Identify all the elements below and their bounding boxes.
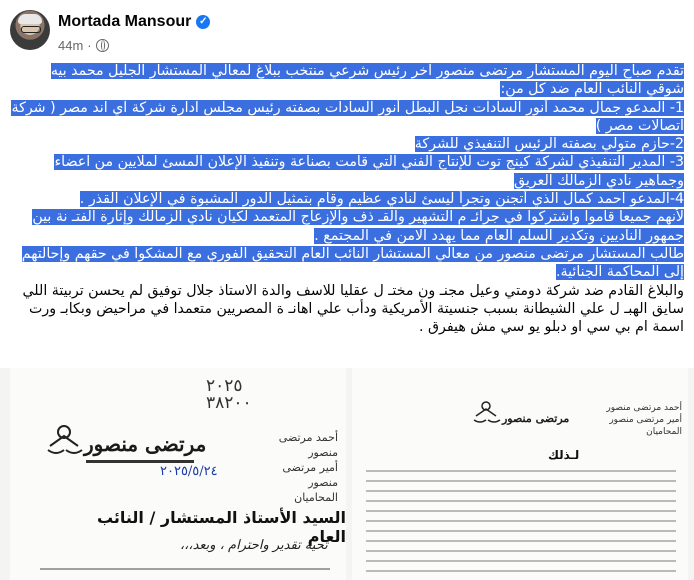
post-paragraph-4 — [10, 153, 684, 190]
text-line — [366, 550, 676, 552]
avatar-hair — [18, 14, 42, 24]
text-line — [366, 510, 676, 512]
selected-text: لأنهم جميعا قاموا واشتركوا في جرائـ م التشهير والقـ ذف والإزعاج المتعمد لكيان نادي الزمالك وإثارة الفتـ نة بين جمهور الناديين وتكدير السلم العام مما يهدد الامن في المجتمع . — [32, 209, 684, 244]
document-page-right — [352, 368, 688, 580]
post-paragraph-1 — [10, 62, 684, 99]
text-line — [366, 560, 676, 562]
verified-badge-icon: ✓ — [196, 15, 210, 29]
text-line — [366, 480, 676, 482]
greeting-line: تحية تقدير واحترام ، وبعد،،، — [180, 538, 328, 553]
firm-line: أحمد مرتضى منصور — [606, 403, 682, 413]
firm-names — [598, 402, 682, 438]
selected-text: 3- المدير التنفيذي لشركة كينج توت للإنتاج الفني التي قامت بصناعة وتنفيذ الإعلان المسئ لملايين من اعضاء وجماهير نادي الزمالك العريق — [54, 154, 684, 189]
logo-name-text: مرتضى منصور — [84, 432, 207, 456]
post-paragraph-5 — [10, 190, 684, 208]
selected-text: طالب المستشار مرتضى منصور من معالي المستشار النائب العام التحقيق الفوري مع المشكوا في حقهم وإحالتهم إلى المحاكمة الجنائية. — [21, 245, 684, 281]
firm-line: أمير مرتضى منصور — [609, 415, 682, 425]
post-header — [0, 0, 694, 62]
text-line — [366, 500, 676, 502]
firm-line: أحمد مرتضى منصور — [278, 431, 338, 459]
selected-text: 2-حازم متولي بصفته الرئيس التنفيذي للشركة — [414, 136, 684, 153]
author-avatar[interactable] — [10, 10, 50, 50]
document-heading: لـذلك — [548, 448, 580, 462]
post-meta — [58, 38, 109, 53]
post-paragraph-2 — [10, 99, 684, 136]
post-paragraph-3 — [10, 135, 684, 153]
firm-line: المحاميان — [294, 491, 338, 504]
selected-text: 1- المدعو جمال محمد أنور السادات نجل البطل أنور السادات بصفته رئيس مجلس ادارة شركة آي اند مصر ( شركة اتصالات مصر ) — [11, 99, 684, 134]
registration-stamp: ٢٠٢٥/٥/٢٤ — [160, 464, 218, 479]
post-paragraph-8: والبلاغ القادم ضد شركة دومتي وعيل مجنـ ون مختـ ل عقليا للاسف والدة الاستاذ جلال توفيق لم يحسن تربيتة اللي سايق الهبـ ل علي الشيطانة بسبب جنسيتة الأمريكية ودأب علي اهانـ ة المصريين متعمدا في مراحيض وبكابـ ورت اسمة ام بي سي او دبلو يو سي مش هيفرق . — [22, 282, 684, 336]
firm-line: المحاميان — [646, 427, 682, 437]
selected-text: تقدم صباح اليوم المستشار مرتضى منصور آخر رئيس شرعي منتخب ببلاغ لمعالي المستشار الجليل محمد بيه شوقي النائب العام ضد كل من: — [50, 63, 684, 98]
post-paragraph-6 — [10, 208, 684, 245]
document-page-left — [10, 368, 346, 580]
handwritten-number: ٢٠٢٥ ٣٨٢٠٠ — [206, 376, 252, 413]
text-line — [366, 470, 676, 472]
post-paragraph-7 — [10, 245, 684, 282]
logo-name-text: مرتضى منصور — [502, 412, 570, 425]
avatar-glasses — [21, 26, 41, 33]
text-line — [40, 568, 330, 570]
selected-text: 4-المدعو احمد كمال الذي أتجنن وتجرأ ليسئ لنادي عظيم وقام بتمثيل الدور المشبوة في الإعلان القذر . — [79, 191, 684, 208]
text-line — [366, 530, 676, 532]
post-time[interactable]: 44m — [58, 38, 84, 53]
text-line — [366, 540, 676, 542]
addressee-heading: السيد الأستاذ المستشار / النائب العام — [96, 508, 346, 546]
text-line — [366, 520, 676, 522]
text-line — [366, 490, 676, 492]
post-attachment-image[interactable] — [0, 368, 694, 580]
firm-line: أمير مرتضى منصور — [282, 461, 338, 489]
firm-names — [258, 430, 338, 505]
author-name[interactable]: Mortada Mansour — [58, 13, 192, 30]
globe-icon[interactable] — [96, 39, 109, 52]
meta-separator: · — [87, 38, 92, 53]
author-name-row — [58, 13, 210, 31]
text-line — [366, 570, 676, 572]
post-body — [10, 62, 684, 336]
